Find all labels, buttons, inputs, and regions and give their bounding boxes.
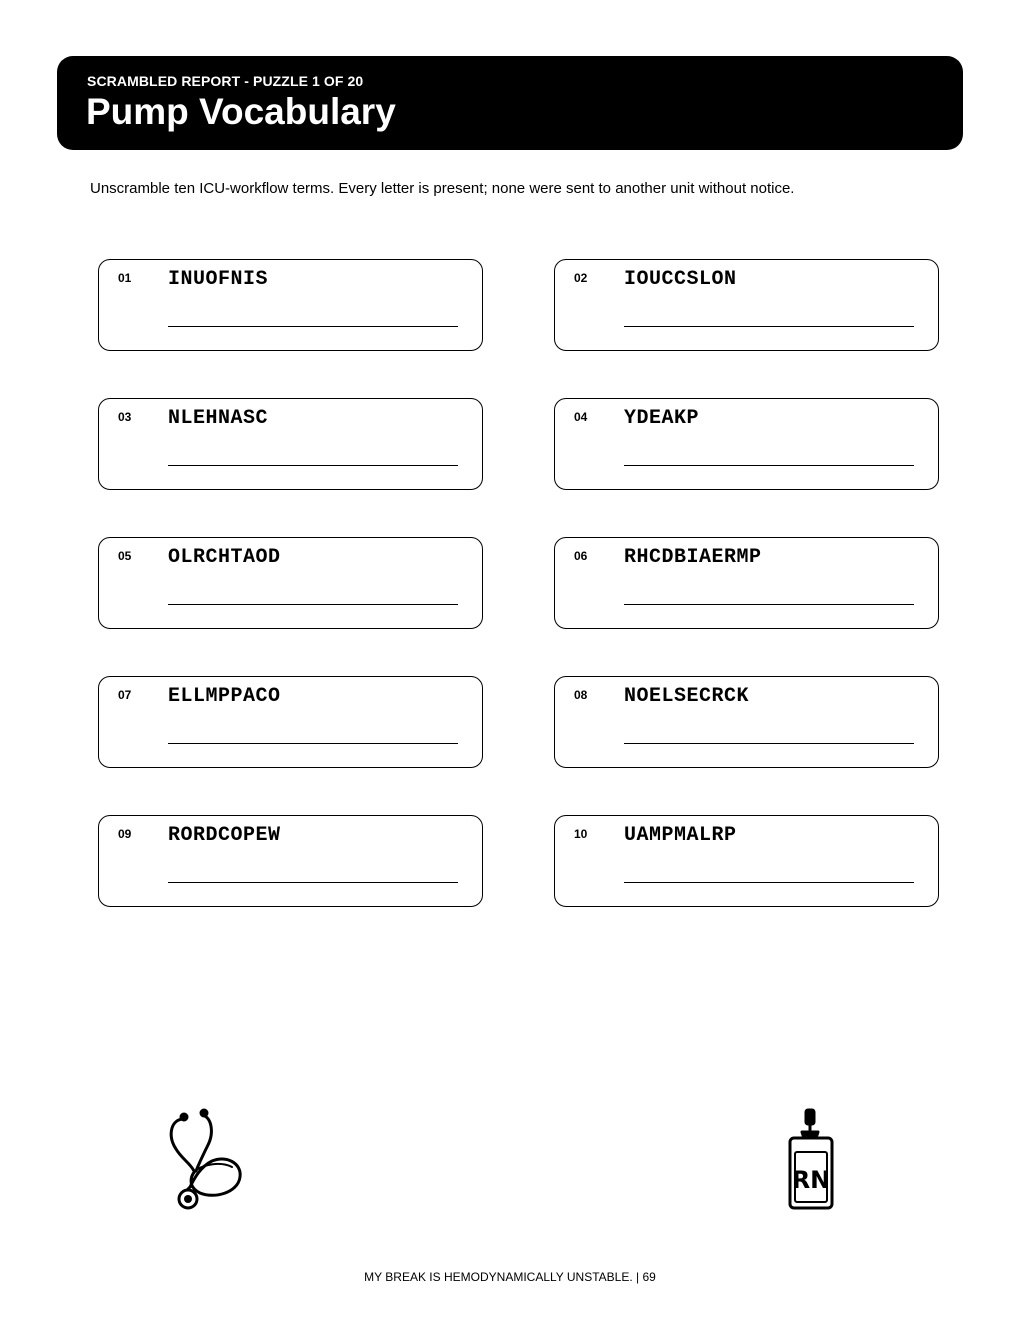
puzzle-number: 10 xyxy=(574,827,588,841)
puzzle-number: 04 xyxy=(574,410,588,424)
puzzle-card xyxy=(554,815,939,907)
puzzle-number: 01 xyxy=(118,271,132,285)
answer-line[interactable] xyxy=(624,882,914,883)
header-banner xyxy=(57,56,963,150)
scrambled-word: YDEAKP xyxy=(624,407,700,430)
answer-line[interactable] xyxy=(624,743,914,744)
answer-line[interactable] xyxy=(168,465,458,466)
answer-line[interactable] xyxy=(168,604,458,605)
puzzle-card xyxy=(554,537,939,629)
scrambled-word: RHCDBIAERMP xyxy=(624,546,762,569)
stethoscope-icon xyxy=(160,1105,250,1215)
answer-line[interactable] xyxy=(624,326,914,327)
puzzle-number: 02 xyxy=(574,271,588,285)
rn-badge-text: RN xyxy=(791,1166,831,1194)
puzzle-card xyxy=(98,398,483,490)
puzzle-number: 08 xyxy=(574,688,588,702)
scrambled-word: ELLMPPACO xyxy=(168,685,281,708)
answer-line[interactable] xyxy=(168,743,458,744)
puzzle-number: 09 xyxy=(118,827,132,841)
puzzle-kicker: SCRAMBLED REPORT - PUZZLE 1 OF 20 xyxy=(87,73,364,89)
instructions: Unscramble ten ICU-workflow terms. Every letter is present; none were sent to another unit without notice. xyxy=(90,180,795,197)
puzzle-card xyxy=(98,815,483,907)
answer-line[interactable] xyxy=(624,465,914,466)
scrambled-word: RORDCOPEW xyxy=(168,824,281,847)
puzzle-card xyxy=(98,676,483,768)
rn-badge-icon xyxy=(780,1108,842,1214)
answer-line[interactable] xyxy=(168,326,458,327)
puzzle-card xyxy=(554,398,939,490)
answer-line[interactable] xyxy=(168,882,458,883)
puzzle-card xyxy=(98,259,483,351)
puzzle-number: 03 xyxy=(118,410,132,424)
answer-line[interactable] xyxy=(624,604,914,605)
scrambled-word: OLRCHTAOD xyxy=(168,546,281,569)
scrambled-word: NLEHNASC xyxy=(168,407,269,430)
puzzle-number: 05 xyxy=(118,549,132,563)
scrambled-word: IOUCCSLON xyxy=(624,268,737,291)
page-title: Pump Vocabulary xyxy=(86,91,396,132)
scrambled-word: NOELSECRCK xyxy=(624,685,750,708)
page-footer: MY BREAK IS HEMODYNAMICALLY UNSTABLE. | 69 xyxy=(364,1270,656,1284)
puzzle-card xyxy=(554,676,939,768)
scrambled-word: INUOFNIS xyxy=(168,268,269,291)
puzzle-number: 07 xyxy=(118,688,132,702)
scrambled-word: UAMPMALRP xyxy=(624,824,737,847)
puzzle-card xyxy=(554,259,939,351)
puzzle-number: 06 xyxy=(574,549,588,563)
puzzle-card xyxy=(98,537,483,629)
